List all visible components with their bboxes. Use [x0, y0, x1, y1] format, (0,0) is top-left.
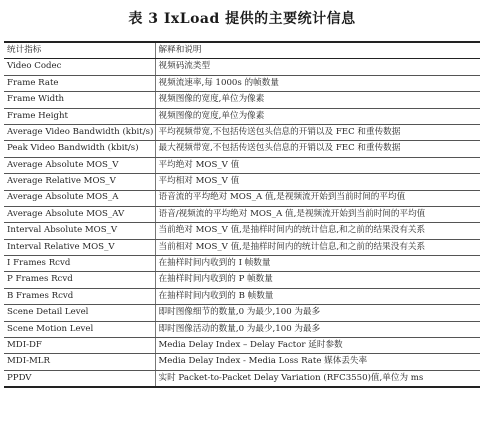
table-row: [4, 59, 480, 75]
description-cell: 平均绝对 MOS_V 值: [155, 157, 480, 173]
metric-name-cell: MDI-MLR: [4, 354, 155, 370]
table-row: [4, 157, 480, 173]
table-row: [4, 206, 480, 222]
table-row: [4, 354, 480, 370]
description-cell: 在抽样时间内收到的 I 帧数量: [155, 256, 480, 272]
column-header-metric: 统计指标: [4, 42, 155, 59]
description-cell: 语音/视频流的平均绝对 MOS_A 值,是视频流开始到当前时间的平均值: [155, 206, 480, 222]
description-cell: Media Delay Index – Delay Factor 延时参数: [155, 338, 480, 354]
table-header: [4, 42, 480, 59]
metric-name-cell: Average Relative MOS_V: [4, 174, 155, 190]
metric-name-cell: I Frames Rcvd: [4, 256, 155, 272]
table-row: [4, 239, 480, 255]
table-row: [4, 174, 480, 190]
description-cell: 视频图像的宽度,单位为像素: [155, 92, 480, 108]
table-row: [4, 141, 480, 157]
table-row: [4, 124, 480, 140]
description-cell: 视频流速率,每 1000s 的帧数量: [155, 75, 480, 91]
metric-name-cell: Frame Width: [4, 92, 155, 108]
table-body: [4, 59, 480, 387]
description-cell: 平均相对 MOS_V 值: [155, 174, 480, 190]
table-row: [4, 223, 480, 239]
description-cell: 当前相对 MOS_V 值,是抽样时间内的统计信息,和之前的结果没有关系: [155, 239, 480, 255]
metric-name-cell: Frame Height: [4, 108, 155, 124]
statistics-table: [4, 41, 480, 388]
description-cell: 平均视频带宽,不包括传送包头信息的开销以及 FEC 和重传数据: [155, 124, 480, 140]
description-cell: 即时图像活动的数量,0 为最少,100 为最多: [155, 321, 480, 337]
metric-name-cell: Average Absolute MOS_A: [4, 190, 155, 206]
table-row: [4, 321, 480, 337]
description-cell: 语音流的平均绝对 MOS_A 值,是视频流开始到当前时间的平均值: [155, 190, 480, 206]
header-row: [4, 42, 480, 59]
table-row: [4, 370, 480, 387]
table-caption: 表 3 IxLoad 提供的主要统计信息: [128, 11, 356, 27]
description-cell: 在抽样时间内收到的 B 帧数量: [155, 288, 480, 304]
table-row: [4, 190, 480, 206]
description-cell: 最大视频带宽,不包括传送包头信息的开销以及 FEC 和重传数据: [155, 141, 480, 157]
metric-name-cell: Average Absolute MOS_AV: [4, 206, 155, 222]
description-cell: 即时图像细节的数量,0 为最少,100 为最多: [155, 305, 480, 321]
description-cell: 当前绝对 MOS_V 值,是抽样时间内的统计信息,和之前的结果没有关系: [155, 223, 480, 239]
description-cell: 在抽样时间内收到的 P 帧数量: [155, 272, 480, 288]
metric-name-cell: PPDV: [4, 370, 155, 387]
metric-name-cell: MDI-DF: [4, 338, 155, 354]
table-row: [4, 272, 480, 288]
metric-name-cell: Peak Video Bandwidth (kbit/s): [4, 141, 155, 157]
table-row: [4, 92, 480, 108]
metric-name-cell: Video Codec: [4, 59, 155, 75]
table-row: [4, 305, 480, 321]
metric-name-cell: P Frames Rcvd: [4, 272, 155, 288]
table-row: [4, 256, 480, 272]
column-header-description: 解释和说明: [155, 42, 480, 59]
metric-name-cell: B Frames Rcvd: [4, 288, 155, 304]
metric-name-cell: Frame Rate: [4, 75, 155, 91]
metric-name-cell: Average Absolute MOS_V: [4, 157, 155, 173]
description-cell: 视频图像的宽度,单位为像素: [155, 108, 480, 124]
table-row: [4, 108, 480, 124]
table-row: [4, 288, 480, 304]
description-cell: 实时 Packet-to-Packet Delay Variation (RFC3550)值,单位为 ms: [155, 370, 480, 387]
metric-name-cell: Scene Motion Level: [4, 321, 155, 337]
metric-name-cell: Interval Relative MOS_V: [4, 239, 155, 255]
table-row: [4, 338, 480, 354]
metric-name-cell: Interval Absolute MOS_V: [4, 223, 155, 239]
metric-name-cell: Average Video Bandwidth (kbit/s): [4, 124, 155, 140]
description-cell: Media Delay Index - Media Loss Rate 媒体丢失率: [155, 354, 480, 370]
table-row: [4, 75, 480, 91]
description-cell: 视频码流类型: [155, 59, 480, 75]
metric-name-cell: Scene Detail Level: [4, 305, 155, 321]
